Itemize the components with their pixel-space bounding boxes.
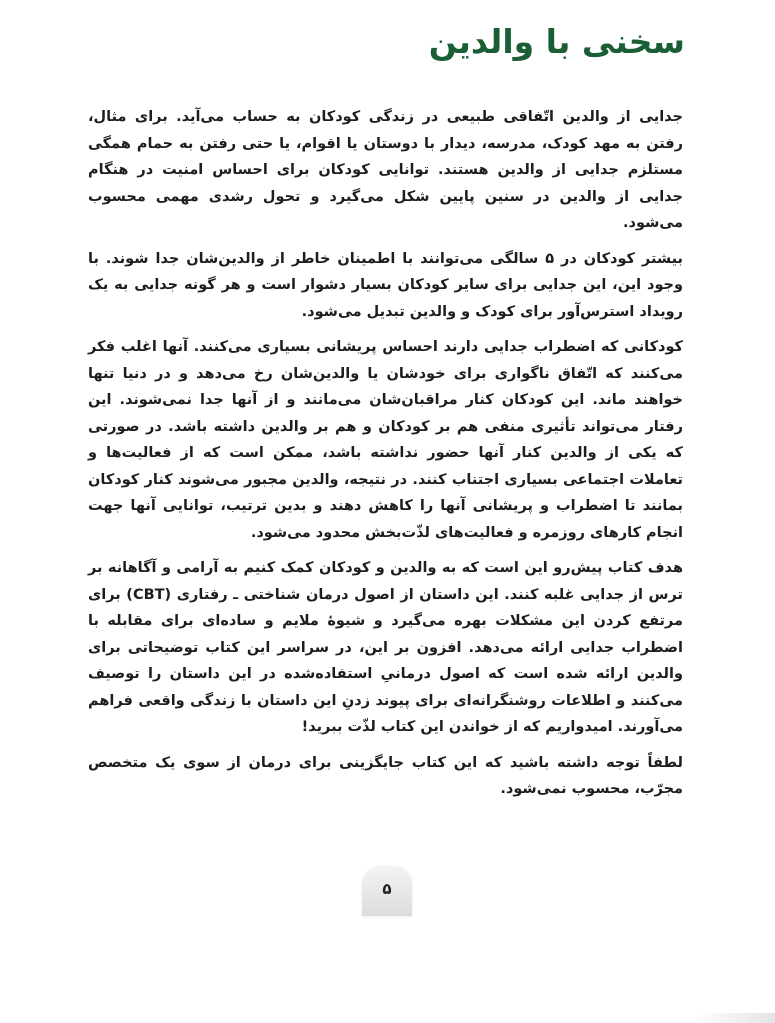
paragraph-2: بیشتر کودکان در ۵ سالگی می‌توانند با اطمینان خاطر از والدین‌شان جدا شوند. با وجود این، این جدایی برای سایر کودکان بسیار دشوار است و هر گونه جدایی به یک رویداد استرس‌آور برای کودک و والدین تبدیل می‌شود. — [88, 250, 683, 320]
page-title: سخنی با والدین — [428, 22, 685, 61]
paragraph-5: لطفاً توجه داشته باشید که این کتاب جایگزینی برای درمان از سوی یک متخصص مجرّب، محسوب نمی‌شود. — [88, 754, 683, 797]
paragraph-1: جدایی از والدین اتّفاقی طبیعی در زندگی کودکان به حساب می‌آید. برای مثال، رفتن به مهد کودک، مدرسه، دیدار با دوستان یا اقوام، یا حتی رفتن به حمام همگی مستلزم جدایی از والدین هستند. توانایی کودکان برای احساس امنیت در هنگام جدایی از والدین در سنین پایین شکل می‌گیرد و تحول رشدی مهمی محسوب می‌شود. — [88, 109, 683, 231]
paragraph-3: کودکانی که اضطراب جدایی دارند احساس پریشانی بسیاری می‌کنند. آنها اغلب فکر می‌کنند که اتّفاق ناگواری برای خودشان یا والدین‌شان رخ می‌دهد و در دنیا تنها خواهند ماند. این کودکان کنار مراقبان‌شان می‌مانند و از آنها جدا نمی‌شوند. این رفتار می‌تواند تأثیری منفی هم بر کودکان و هم بر والدین داشته باشد. در صورتی که یکی از والدین کنار آنها حضور نداشته باشد، ممکن است که از فعالیت‌ها و تعاملات اجتماعی بسیاری اجتناب کنند. در نتیجه، والدین مجبور می‌شوند کنار کودکان بمانند تا اضطراب و پریشانی آنها را کاهش دهند و بدین ترتیب، توانایی آنها جهت انجام کارهای روزمره و فعالیت‌های لذّت‌بخش محدود می‌شود. — [88, 339, 683, 541]
body-text — [88, 104, 683, 812]
paragraph-4: هدف کتاب پیش‌رو این است که به والدین و کودکان کمک کنیم به آرامی و آگاهانه بر ترس از جدایی غلبه کنند. این داستان از اصول درمان شناختی ـ رفتاری (CBT) برای مرتفع کردن این مشکلات بهره می‌گیرد و شیوهٔ ملایم و ساده‌ای برای مقابله با اضطراب جدایی ارائه می‌دهد. افزون بر این، در سراسر این کتاب توضیحاتی برای والدین ارائه شده است که اصول درمانیِ استفاده‌شده در این داستان را توصیف می‌کنند و اطلاعات روشنگرانه‌ای برای پیوند زدنِ این داستان با زندگی واقعی فراهم می‌آورند. امیدواریم که از خواندن این کتاب لذّت ببرید! — [88, 560, 683, 735]
page-number-tab — [362, 866, 412, 916]
page-corner-shade — [695, 1013, 775, 1023]
page-number: ۵ — [382, 880, 392, 898]
